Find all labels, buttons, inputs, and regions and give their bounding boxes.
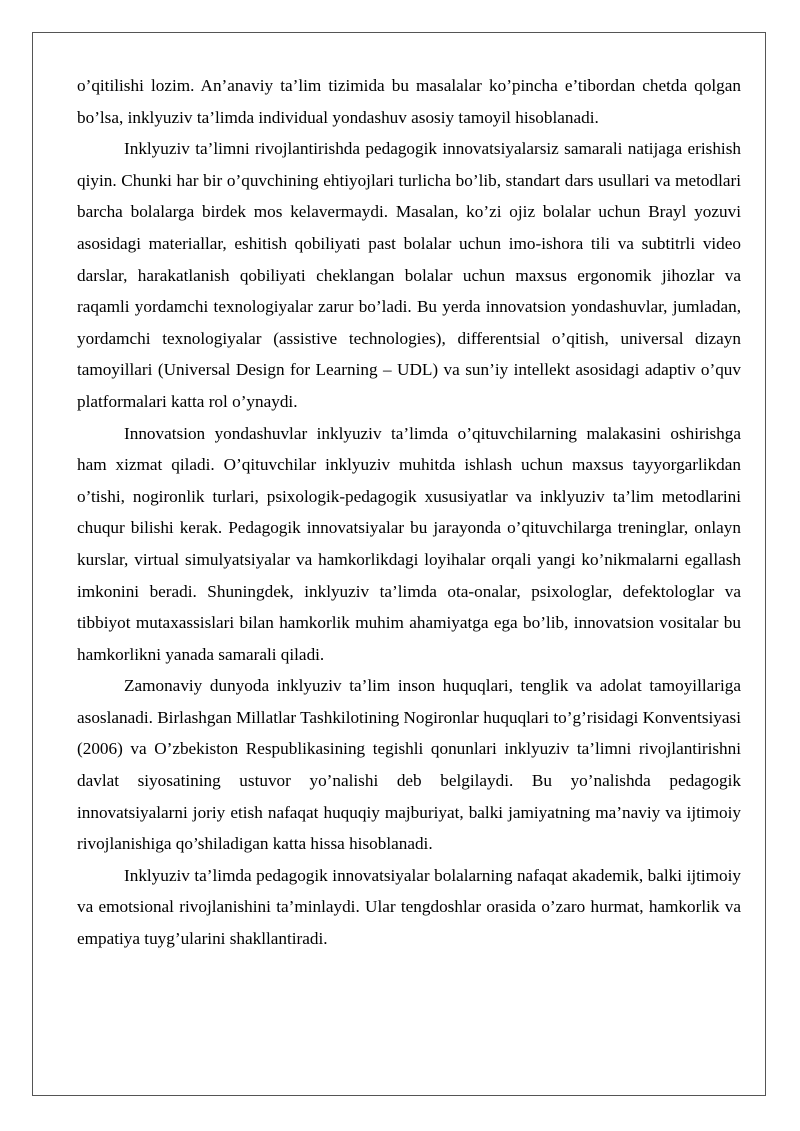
paragraph-2: Inklyuziv ta’limni rivojlantirishda pedagogik innovatsiyalarsiz samarali natijaga erishish qiyin. Chunki har bir o’quvchining ehtiyojlari turlicha bo’lib, standart dars usullari va metodlari barcha bolalarga birdek mos kelavermaydi. Masalan, ko’zi ojiz bolalar uchun Brayl yozuvi asosidagi materiallar, eshitish qobiliyati past bolalar uchun imo-ishora tili va subtitrli video darslar, harakatlanish qobiliyati cheklangan bolalar uchun maxsus ergonomik jihozlar va raqamli yordamchi texnologiyalar zarur bo’ladi. Bu yerda innovatsion yondashuvlar, jumladan, yordamchi texnologiyalar (assistive technologies), differentsial o’qitish, universal dizayn tamoyillari (Universal Design for Learning – UDL) va sun’iy intellekt asosidagi adaptiv o’quv platformalari katta rol o’ynaydi. xyxy=(77,139,741,411)
paragraph-3: Innovatsion yondashuvlar inklyuziv ta’limda o’qituvchilarning malakasini oshirishga ham xizmat qiladi. O’qituvchilar inklyuziv muhitda ishlash uchun maxsus tayyorgarlikdan o’tishi, nogironlik turlari, psixologik-pedagogik xususiyatlar va inklyuziv ta’lim metodlarini chuqur bilishi kerak. Pedagogik innovatsiyalar bu jarayonda o’qituvchilarga treninglar, onlayn kurslar, virtual simulyatsiyalar va hamkorlikdagi loyihalar orqali yangi ko’nikmalarni egallash imkonini beradi. Shuningdek, inklyuziv ta’limda ota-onalar, psixologlar, defektologlar va tibbiyot mutaxassislari bilan hamkorlik muhim ahamiyatga ega bo’lib, innovatsion vositalar bu hamkorlikni yanada samarali qiladi. xyxy=(77,423,741,664)
document-body xyxy=(77,70,741,955)
paragraph-4: Zamonaviy dunyoda inklyuziv ta’lim inson huquqlari, tenglik va adolat tamoyillariga asoslanadi. Birlashgan Millatlar Tashkilotining Nogironlar huquqlari to’g’risidagi Konventsiyasi (2006) va O’zbekiston Respublikasining tegishli qonunlari inklyuziv ta’limni rivojlantirishni davlat siyosatining ustuvor yo’nalishi deb belgilaydi. Bu yo’nalishda pedagogik innovatsiyalarni joriy etish nafaqat huquqiy majburiyat, balki jamiyatning ma’naviy va ijtimoiy rivojlanishiga qo’shiladigan katta hissa hisoblanadi. xyxy=(77,676,741,854)
paragraph-1: o’qitilishi lozim. An’anaviy ta’lim tizimida bu masalalar ko’pincha e’tibordan chetda qolgan bo’lsa, inklyuziv ta’limda individual yondashuv asosiy tamoyil hisoblanadi. xyxy=(77,76,741,127)
paragraph-5: Inklyuziv ta’limda pedagogik innovatsiyalar bolalarning nafaqat akademik, balki ijtimoiy va emotsional rivojlanishini ta’minlaydi. Ular tengdoshlar orasida o’zaro hurmat, hamkorlik va empatiya tuyg’ularini shakllantiradi. xyxy=(77,865,741,949)
